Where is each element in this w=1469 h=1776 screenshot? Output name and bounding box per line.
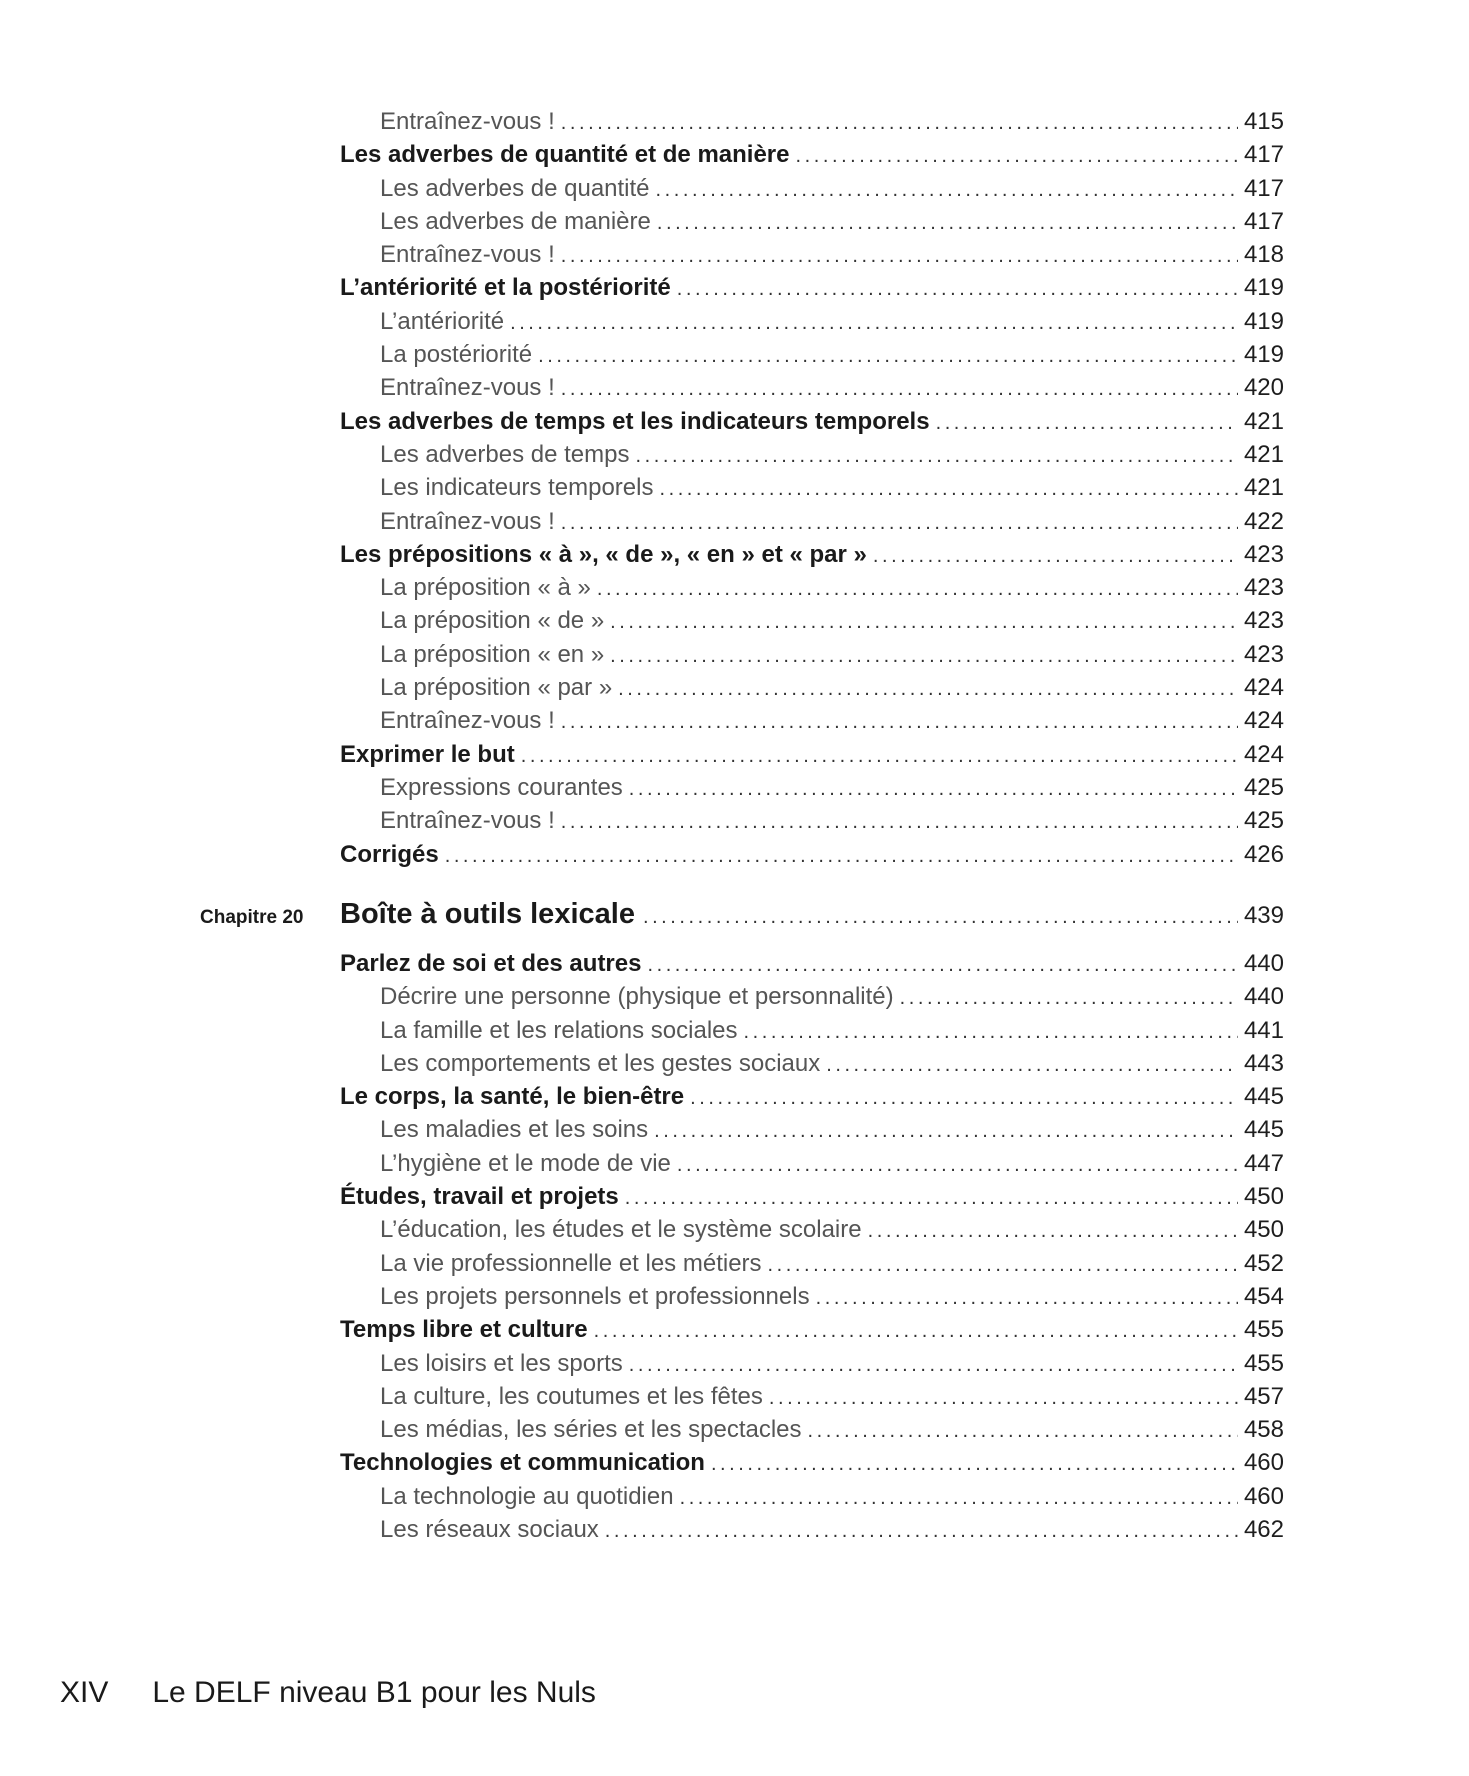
chapter-page-number: 439 xyxy=(1243,902,1284,929)
toc-section-entry[interactable] xyxy=(340,541,1284,574)
toc-subsection-entry[interactable] xyxy=(340,1383,1284,1416)
toc-page-number: 426 xyxy=(1243,840,1284,868)
toc-subsection-entry[interactable] xyxy=(340,474,1284,507)
toc-section-entry[interactable] xyxy=(340,1183,1284,1216)
leader-dots xyxy=(643,906,1238,929)
leader-dots xyxy=(629,1354,1238,1377)
toc-entry-title: La technologie au quotidien xyxy=(380,1482,674,1510)
toc-page-number: 450 xyxy=(1243,1216,1284,1244)
toc-entry-title: L’éducation, les études et le système scolaire xyxy=(380,1216,862,1244)
toc-entry-title: La culture, les coutumes et les fêtes xyxy=(380,1382,763,1410)
toc-page-number: 440 xyxy=(1243,983,1284,1011)
toc-page-number: 421 xyxy=(1243,474,1284,502)
leader-dots xyxy=(711,1453,1238,1476)
toc-subsection-entry[interactable] xyxy=(340,241,1284,274)
leader-dots xyxy=(768,1254,1238,1277)
toc-subsection-entry[interactable] xyxy=(340,1350,1284,1383)
chapter-heading xyxy=(200,898,1284,944)
toc-entry-title: Les médias, les séries et les spectacles xyxy=(380,1416,802,1444)
toc-page-number: 421 xyxy=(1243,407,1284,435)
toc-entry-title: L’hygiène et le mode de vie xyxy=(380,1149,671,1177)
toc-entry-title: Entraînez-vous ! xyxy=(380,241,555,269)
leader-dots xyxy=(657,212,1238,235)
toc-page-number: 415 xyxy=(1243,108,1284,135)
toc-subsection-entry[interactable] xyxy=(340,208,1284,241)
toc-entry-title: Les prépositions « à », « de », « en » et « par » xyxy=(340,540,867,568)
leader-dots xyxy=(677,278,1238,301)
toc-subsection-entry[interactable] xyxy=(340,374,1284,407)
toc-list-top xyxy=(340,108,1284,874)
leader-dots xyxy=(610,645,1238,668)
toc-page-number: 425 xyxy=(1243,807,1284,835)
leader-dots xyxy=(561,711,1238,734)
toc-page-number: 454 xyxy=(1243,1282,1284,1310)
toc-page-number: 424 xyxy=(1243,707,1284,735)
toc-section-entry[interactable] xyxy=(340,141,1284,174)
chapter-title: Boîte à outils lexicale xyxy=(340,898,635,930)
toc-entry-title: L’antériorité et la postériorité xyxy=(340,274,671,302)
leader-dots xyxy=(561,378,1238,401)
page-footer xyxy=(60,1676,596,1710)
toc-entry-title: La vie professionnelle et les métiers xyxy=(380,1249,762,1277)
toc-page-number: 458 xyxy=(1243,1416,1284,1444)
toc-entry-title: Parlez de soi et des autres xyxy=(340,950,642,977)
toc-section-entry[interactable] xyxy=(340,741,1284,774)
leader-dots xyxy=(656,179,1238,202)
leader-dots xyxy=(647,954,1237,977)
toc-entry-title: Les loisirs et les sports xyxy=(380,1349,623,1377)
toc-page-number: 440 xyxy=(1243,950,1284,977)
toc-entry-title: Les maladies et les soins xyxy=(380,1116,649,1144)
leader-dots xyxy=(594,1320,1238,1343)
toc-page-number: 422 xyxy=(1243,507,1284,535)
leader-dots xyxy=(561,811,1238,834)
toc-subsection-entry[interactable] xyxy=(340,1150,1284,1183)
leader-dots xyxy=(625,1187,1238,1210)
toc-list-chapter xyxy=(340,950,1284,1549)
toc-page-number: 419 xyxy=(1243,341,1284,369)
toc-entry-title: Entraînez-vous ! xyxy=(380,108,555,135)
toc-subsection-entry[interactable] xyxy=(340,574,1284,607)
toc-page-number: 425 xyxy=(1243,773,1284,801)
leader-dots xyxy=(769,1387,1238,1410)
toc-page-number: 420 xyxy=(1243,374,1284,402)
toc-page-number: 417 xyxy=(1243,174,1284,202)
leader-dots xyxy=(538,345,1238,368)
toc-subsection-entry[interactable] xyxy=(340,1216,1284,1249)
toc-entry-title: La préposition « de » xyxy=(380,607,605,635)
leader-dots xyxy=(936,412,1238,435)
leader-dots xyxy=(610,611,1238,634)
toc-section-entry[interactable] xyxy=(340,274,1284,307)
toc-section-entry[interactable] xyxy=(340,408,1284,441)
toc-page-number: 441 xyxy=(1243,1016,1284,1044)
toc-subsection-entry[interactable] xyxy=(340,341,1284,374)
toc-subsection-entry[interactable] xyxy=(340,108,1284,141)
toc-subsection-entry[interactable] xyxy=(340,1116,1284,1149)
toc-entry-title: Exprimer le but xyxy=(340,740,515,768)
toc-entry-title: La famille et les relations sociales xyxy=(380,1016,738,1044)
toc-entry-title: Les adverbes de quantité et de manière xyxy=(340,141,790,169)
leader-dots xyxy=(816,1287,1238,1310)
book-title: Le DELF niveau B1 pour les Nuls xyxy=(152,1676,596,1709)
toc-page-number: 421 xyxy=(1243,440,1284,468)
toc-entry-title: La préposition « à » xyxy=(380,574,591,602)
toc-page-number: 423 xyxy=(1243,607,1284,635)
toc-entry-title: Entraînez-vous ! xyxy=(380,374,555,402)
toc-section-entry[interactable] xyxy=(340,1083,1284,1116)
toc-page-number: 445 xyxy=(1243,1116,1284,1144)
toc-entry-title: La postériorité xyxy=(380,341,533,369)
toc-entry-title: Les adverbes de quantité xyxy=(380,174,650,202)
leader-dots xyxy=(618,678,1238,701)
toc-page-number: 457 xyxy=(1243,1382,1284,1410)
leader-dots xyxy=(808,1420,1238,1443)
toc-entry-title: Les projets personnels et professionnels xyxy=(380,1282,810,1310)
toc-entry-title: Les adverbes de temps et les indicateurs temporels xyxy=(340,407,930,435)
leader-dots xyxy=(659,478,1237,501)
toc-subsection-entry[interactable] xyxy=(340,1050,1284,1083)
toc-page-number: 417 xyxy=(1243,141,1284,169)
toc-entry-title: Les indicateurs temporels xyxy=(380,474,654,502)
toc-entry-title: Les comportements et les gestes sociaux xyxy=(380,1049,821,1077)
toc-page-number: 423 xyxy=(1243,640,1284,668)
toc-section-entry[interactable] xyxy=(340,1449,1284,1482)
toc-subsection-entry[interactable] xyxy=(340,1283,1284,1316)
toc-entry-title: Corrigés xyxy=(340,840,439,868)
toc-entry-title: Le corps, la santé, le bien-être xyxy=(340,1083,685,1111)
toc-page-number: 445 xyxy=(1243,1083,1284,1111)
leader-dots xyxy=(826,1054,1238,1077)
toc-entry-title: Études, travail et projets xyxy=(340,1183,619,1211)
toc-subsection-entry[interactable] xyxy=(340,1250,1284,1283)
toc-subsection-entry[interactable] xyxy=(340,807,1284,840)
toc-section-entry[interactable] xyxy=(340,1316,1284,1349)
toc-entry-title: Entraînez-vous ! xyxy=(380,507,555,535)
toc-subsection-entry[interactable] xyxy=(340,441,1284,474)
toc-page-number: 417 xyxy=(1243,207,1284,235)
toc-entry-title: Expressions courantes xyxy=(380,773,623,801)
toc-subsection-entry[interactable] xyxy=(340,774,1284,807)
leader-dots xyxy=(445,845,1238,868)
leader-dots xyxy=(690,1087,1238,1110)
toc-entry-title: Temps libre et culture xyxy=(340,1316,588,1344)
toc-entry-title: Les adverbes de temps xyxy=(380,440,630,468)
toc-page-number: 424 xyxy=(1243,674,1284,702)
toc-page-number: 447 xyxy=(1243,1149,1284,1177)
toc-page-number: 460 xyxy=(1243,1482,1284,1510)
toc-entry-title: La préposition « en » xyxy=(380,640,605,668)
leader-dots xyxy=(605,1520,1238,1543)
leader-dots xyxy=(635,445,1237,468)
chapter-row[interactable] xyxy=(200,898,1284,944)
toc-entry-title: Décrire une personne (physique et personnalité) xyxy=(380,983,894,1011)
toc-page-number: 455 xyxy=(1243,1316,1284,1344)
toc-subsection-entry[interactable] xyxy=(340,983,1284,1016)
toc-subsection-entry[interactable] xyxy=(340,1416,1284,1449)
toc-page-number: 450 xyxy=(1243,1183,1284,1211)
toc-subsection-entry[interactable] xyxy=(340,1017,1284,1050)
toc-entry-title: Technologies et communication xyxy=(340,1449,705,1477)
toc-subsection-entry[interactable] xyxy=(340,707,1284,740)
leader-dots xyxy=(510,312,1238,335)
toc-page-number: 423 xyxy=(1243,574,1284,602)
toc-page-number: 423 xyxy=(1243,540,1284,568)
toc-page-number: 443 xyxy=(1243,1049,1284,1077)
leader-dots xyxy=(561,245,1238,268)
toc-subsection-entry[interactable] xyxy=(340,607,1284,640)
toc-entry-title: Les réseaux sociaux xyxy=(380,1516,599,1544)
toc-subsection-entry[interactable] xyxy=(340,508,1284,541)
leader-dots xyxy=(561,112,1238,135)
leader-dots xyxy=(680,1487,1238,1510)
toc-page-number: 452 xyxy=(1243,1249,1284,1277)
leader-dots xyxy=(561,512,1238,535)
leader-dots xyxy=(796,145,1238,168)
leader-dots xyxy=(654,1120,1238,1143)
toc-subsection-entry[interactable] xyxy=(340,175,1284,208)
toc-entry-title: Entraînez-vous ! xyxy=(380,707,555,735)
toc-subsection-entry[interactable] xyxy=(340,1483,1284,1516)
leader-dots xyxy=(868,1220,1238,1243)
toc-page-number: 462 xyxy=(1243,1516,1284,1544)
toc-section-entry[interactable] xyxy=(340,841,1284,874)
toc-section-entry[interactable] xyxy=(340,950,1284,983)
toc-subsection-entry[interactable] xyxy=(340,1516,1284,1549)
toc-entry-title: Entraînez-vous ! xyxy=(380,807,555,835)
toc-subsection-entry[interactable] xyxy=(340,674,1284,707)
leader-dots xyxy=(677,1154,1238,1177)
toc-subsection-entry[interactable] xyxy=(340,641,1284,674)
toc-subsection-entry[interactable] xyxy=(340,308,1284,341)
toc-page-number: 419 xyxy=(1243,274,1284,302)
toc-entry-title: La préposition « par » xyxy=(380,674,613,702)
toc-page-number: 455 xyxy=(1243,1349,1284,1377)
toc-page-number: 460 xyxy=(1243,1449,1284,1477)
toc-entry-title: Les adverbes de manière xyxy=(380,207,651,235)
folio-number: XIV xyxy=(60,1676,109,1709)
leader-dots xyxy=(597,578,1238,601)
leader-dots xyxy=(873,545,1238,568)
toc-entry-title: L’antériorité xyxy=(380,307,505,335)
toc-page-number: 418 xyxy=(1243,241,1284,269)
leader-dots xyxy=(900,987,1238,1010)
chapter-label: Chapitre 20 xyxy=(200,907,304,928)
toc-page-number: 424 xyxy=(1243,740,1284,768)
leader-dots xyxy=(629,778,1238,801)
leader-dots xyxy=(744,1021,1238,1044)
leader-dots xyxy=(521,745,1238,768)
toc-page-number: 419 xyxy=(1243,307,1284,335)
